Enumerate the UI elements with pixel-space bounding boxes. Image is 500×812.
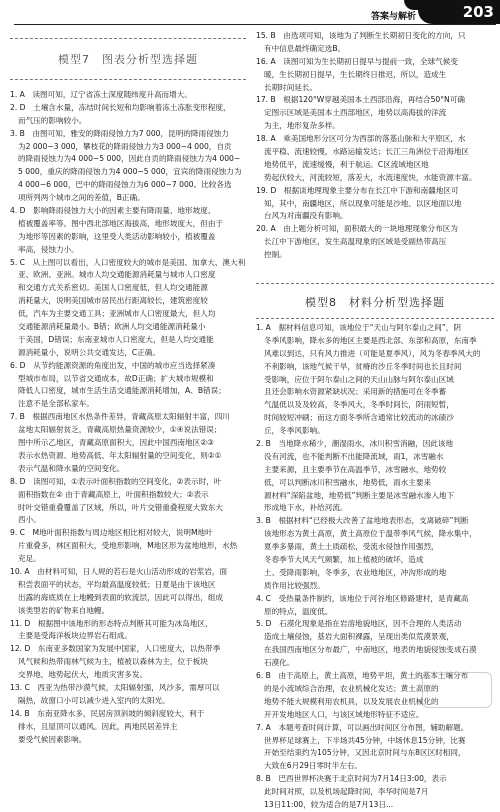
text-line: 开开发地地区人口，与该区域地形特征不适应。 <box>264 709 424 719</box>
header-label: 答案与解析 <box>370 12 416 22</box>
text-line: 4. D 影响降雨侵蚀力大小的因素主要有降雨量、地形坡度、 <box>10 206 216 216</box>
text-line: 此时间对照，以及机场起降时间，李华时间是7月 <box>264 787 429 797</box>
text-line: 形成地下水，补给河流。 <box>264 503 348 513</box>
page-header <box>0 0 500 26</box>
text-line: 1. A 据材料信息可知，该地位于“天山与阿尔泰山之间”，阴 <box>256 323 461 332</box>
text-line: 注意不是全部私家车。 <box>18 399 94 409</box>
text-line: 消耗量大，说明美国城市居民出行距离较长，建筑密度较 <box>18 296 208 306</box>
text-line: 图中所示乙地区，青藏高原面积大，因此中国西南地区②③ <box>18 438 214 448</box>
text-line: 7. B 根据西南地区水热条件差异，青藏高原太阳辐射丰富，四川 <box>10 412 230 422</box>
text-line: 而气压的影响较小。 <box>18 115 87 125</box>
text-line: 率高，侵蚀力小。 <box>18 244 79 254</box>
text-line: 16. A 读图可知为生长期初日提早与提前一致，全球气候变 <box>256 56 458 66</box>
text-line: 造成土壤侵蚀，基岩大面积裸露，呈现出类似荒漠景观， <box>264 632 454 642</box>
text-line: 为地形等因素的影响，这里受人类活动影响较小，植被覆盖 <box>18 231 216 241</box>
section-title: 模型7 图表分析型选择题 <box>58 53 198 66</box>
text-line: 为2 000~3 000，攀枝花的降雨侵蚀力为3 000~4 000，自贡 <box>18 141 232 151</box>
text-line: 势起伏较大，河流较短，落差大，水流速度快，水能资源丰富。 <box>264 172 477 182</box>
text-line: 西小。 <box>18 515 41 525</box>
text-line: 5. C 从上图可以看出，人口密度较大的城市是美国、加拿大、澳大利 <box>10 257 246 267</box>
text-line: 8. B 巴西世界杯决赛于北京时间为7月14日3:00，表示 <box>256 774 447 784</box>
text-line: 1. A 读图可知，辽宁省冻土深度随纬度升高而增大。 <box>10 90 192 99</box>
text-line: 亚、欧洲、亚洲。城市人均交通能源消耗量与城市人口密度 <box>18 270 216 280</box>
text-line: 该类型岩的矿物来自地幔。 <box>18 605 110 615</box>
text-line: 8. D 读图可知，①表示叶面积指数的空间变化，②表示时，叶 <box>10 476 222 486</box>
text-line: 质作用比较强烈。 <box>264 580 325 590</box>
section-title: 模型8 材料分析型选择题 <box>305 296 445 309</box>
text-line: 型城市布局，以节省交通成本，故D正确；扩大城市规模和 <box>18 373 214 383</box>
header-rule <box>14 24 496 25</box>
text-line: 片重叠多，林区面积大，受地形影响，M地区形为盆地地形，水热 <box>18 541 238 551</box>
text-line: 和交通方式关系密切。美国人口密度低，但人均交通能源 <box>18 283 208 293</box>
section-heading-model-7 <box>10 38 246 80</box>
text-line: 受影响，应位于阿尔泰山之间的天山山脉与阿尔泰山区域 <box>264 374 454 384</box>
text-line: 不利影响，该地气候干旱，贫瘠的沙丘冬季时间也长且时间 <box>264 361 462 371</box>
text-line: 2. B 当地降水稀少，潮湿雨水，冰川积雪消融，因此该地 <box>256 439 454 449</box>
text-line: 交通能源消耗量最小。B错；欧洲人均交通能源消耗量小 <box>18 322 206 332</box>
text-line: 6. D 从节约能源资源的角度出发，中国的城市应当选择紧凑 <box>10 360 216 370</box>
text-line: 丘，冬季风影响。 <box>264 426 325 436</box>
text-line: 的是小流域综合治理，农业机械化发达；黄土高原的 <box>264 683 439 693</box>
text-line: 主要来源，且主要季节在高温季节，冰雪融水，地势较 <box>264 464 447 474</box>
text-line: 土、受降雨影响，冬季多，农业地地区，冲沟形成的地 <box>264 567 447 577</box>
text-line: 4. C 受热量条件制约，该地位于河谷地区修路建村，是青藏高 <box>256 593 469 603</box>
text-line: 5. D 石漠化现象是指在岩溶地貌地区，因不合理的人类活动 <box>256 619 462 629</box>
text-line: 源材料“深陷盆地，地势低”判断主要是冰雪融水渗入地下 <box>264 490 455 500</box>
text-line: 18. A 乘美国地形分区可分为西部的落基山脉和大平原区，水 <box>256 134 466 144</box>
text-line: 夏季多暴雨，黄土土质疏松，受流水侵蚀作用强烈， <box>264 542 439 552</box>
text-line: 原的特点，温度低。 <box>264 606 333 616</box>
text-line: 源消耗量小，说明公共交通发达，C正确。 <box>18 347 160 357</box>
text-line: 表示气温和降水量的空间变化。 <box>18 463 125 473</box>
text-line: 大致在6月29日零时半左右。 <box>264 761 363 771</box>
text-line: 有中信息最终确定选B。 <box>264 43 346 53</box>
text-line: 10. A 由材料可知，日人规的若石是火山活动形成的岩浆岩，面 <box>10 566 228 576</box>
text-line: 且还会影响水资源紧缺状况；采用新的措施可在冬季蓄 <box>264 387 447 397</box>
text-line: 低，汽车为主要交通工具；亚洲城市人口密度最大，但人均 <box>18 309 216 319</box>
text-line: 主要是受海洋板块边界岩石组成。 <box>18 631 132 641</box>
text-line: 20. A 由上题分析可知，面积最大的一块地理现象分布区为 <box>256 224 458 234</box>
text-line: 6. B 由于高原上，黄土高原，地势平坦，黄土的基本土壤分布 <box>256 671 469 681</box>
section-heading-model-8 <box>256 283 494 319</box>
text-line: 排水，且屋顶可以通风。因此，两地民居差异主 <box>18 721 178 731</box>
text-line: 植被覆盖率等。图中西北部地区海拔高，地形坡度大，但由于 <box>18 218 224 228</box>
left-column <box>10 89 246 746</box>
text-line: 暖，生长期初日提早，生长期终日推迟，所以，造成生 <box>264 69 447 79</box>
text-line: 定图示区域是美国本土西部地区，地势以高海拔的洋流 <box>264 108 447 118</box>
text-line: 长江中下游地区，发生高温现象的区域是受副热带高压 <box>264 237 447 247</box>
page-number: 203 <box>462 3 494 21</box>
text-line: 控制。 <box>264 250 287 260</box>
text-line: 面积指数在② 由于青藏高原上，叶面积指数较大；②表示 <box>18 489 209 499</box>
text-line: 风气候和热带雨林气候为主，植被以森林为主，位于板块 <box>18 657 208 667</box>
text-line: 没有河流，也不能判断不出能降流域，雨1，冰雪融水 <box>264 451 444 461</box>
text-line: 于美国，D错误；东南亚城市人口密度大，但是人均交通能 <box>18 334 214 344</box>
text-line: 4 000~6 000，巴中的降雨侵蚀力为6 000~7 000。比较各选 <box>18 180 232 190</box>
text-line: 3. B 由图可知，雅安的降雨侵蚀力为7 000，昆明的降雨侵蚀力 <box>10 128 229 138</box>
text-line: 7. A 本题考查时间计算，可以画出时间区分布图，辅助解题。 <box>256 722 469 732</box>
text-line: 13日11:00，较为适合的是7月13日... <box>264 799 394 809</box>
right-column-top <box>256 30 494 262</box>
text-line: 充足。 <box>18 554 41 564</box>
text-line: 项所列两个城市之间的差值，B正确。 <box>18 193 145 203</box>
text-line: 3. B 根据材料“已经极大改善了盆地地表形态，支离破碎”判断 <box>256 516 469 526</box>
text-line: 19. D 根据谈地理现象主要分布在长江中下游和南疆地区可 <box>256 185 459 195</box>
text-line: 14. B 东南亚降水多，民居房顶斜坡的倾斜度较大，利于 <box>10 708 205 718</box>
text-line: 17. B 根据120°W穿越美国本土西部沿海，再结合50°N可确 <box>256 95 465 105</box>
text-line: 降低人口密度，城市生活生活交通能源消耗增加，A、B错误； <box>18 386 226 396</box>
text-line: 隔热，故窗口小可以减少进入室内的太阳光。 <box>18 695 170 705</box>
text-line: 15. B 由选项可知，该地为了判断生长期初日变化的方向，只 <box>256 31 466 40</box>
text-line: 气温低以及及较高，冬季风大，冬季时间长，阴雨短暂， <box>264 400 454 410</box>
watermark-stamp <box>422 672 492 708</box>
text-line: 时间较短冲刷；而这方面冬季所含通常比较流动的冰碛沙 <box>264 413 454 423</box>
right-column-bottom <box>256 322 494 812</box>
text-line: 开始至结束约为105分钟，又因北京时间与东8区区时相同， <box>264 748 466 758</box>
text-line: 知，其中，南疆地区，所以现象可能是沙地、以区地面以地 <box>264 198 462 208</box>
text-line: 在我国西南地区分布最广，中南地区，地表的地貌侵蚀变成石漠 <box>264 645 477 655</box>
text-line: 积尝表面平的状态，平均最高温度较低；日夏是由于该地区 <box>18 579 216 589</box>
page-number-tab <box>418 0 500 24</box>
text-line: 该地形态为黄土高原，黄土高原位于温带季风气候，降水集中， <box>264 529 477 539</box>
text-line: 风难以到达，只有风力推进（可能是夏季风），风为冬春季风大的 <box>264 348 481 358</box>
text-line: 5 000，重庆的降雨侵蚀力为4 000~5 000，宜宾的降雨侵蚀力为 <box>18 167 242 177</box>
text-line: 地势低平，流速缓慢，利于航运。C区流域地区地 <box>264 159 429 169</box>
text-line: 地势不能大规模利用农机具，以及发展农业机械化的 <box>264 696 439 706</box>
text-line: 表示水热资源、地势高低、年太阳辐射量的空间变化，则②① <box>18 450 222 460</box>
text-line: 2. D 土壤含水量，冻结时间长短和均影响着冻土冻胀变形程度， <box>10 102 231 112</box>
text-line: 为主，地形复杂多样。 <box>264 121 340 131</box>
text-line: 的降雨侵蚀力为4 000~5 000，因此自贡的降雨侵蚀力为4 000~ <box>18 154 241 164</box>
text-line: 冬春季节大风天气频繁，加上植被的破坏，造成 <box>264 555 424 565</box>
text-line: 要受气候因素影响。 <box>18 734 87 744</box>
text-line: 交界地，地势起伏大，地质灾害多发。 <box>18 670 148 680</box>
text-line: 长期时间延长。 <box>264 82 318 92</box>
text-line: 出露的海底质在上地幔到表面的软流层，因此可以得出，组成 <box>18 592 224 602</box>
text-line: 台风为对南疆没有影响。 <box>264 211 348 221</box>
text-line: 12. D 东南亚多数国家为发展中国家，人口密度大，以热带季 <box>10 644 221 654</box>
text-line: 9. C M地叶面积指数与周边地区相比相对较大，说明M地叶 <box>10 528 213 538</box>
text-line: 冬季风影响，降水多的地区主要是西北部、东部和高原，东南季 <box>264 335 477 345</box>
text-line: 世界杯足球赛上，下半场共45分钟，中场休息15分钟，比赛 <box>264 735 466 745</box>
text-line: 石漠化。 <box>264 658 295 668</box>
text-line: 13. C 西亚为热带沙漠气候，太阳辐射强，风沙多，需厚可以 <box>10 682 220 692</box>
text-line: 盆地太阳辐射贫乏，青藏高原热量资源较少，①④说法错误； <box>18 425 222 435</box>
text-line: 低，可以判断冰川积雪融水，地势低，雨水主要来 <box>264 477 432 487</box>
text-line: 时叶交错重叠覆盖了区域，所以，叶片交错重叠程度大致东大 <box>18 502 224 512</box>
text-line: 11. D 根据图中该地形的形态特点判断其可能为冰岛地区， <box>10 618 213 628</box>
text-line: 流平稳、流速较慢，水路运输发达；长江三角洲位于沿海地区 <box>264 147 470 157</box>
